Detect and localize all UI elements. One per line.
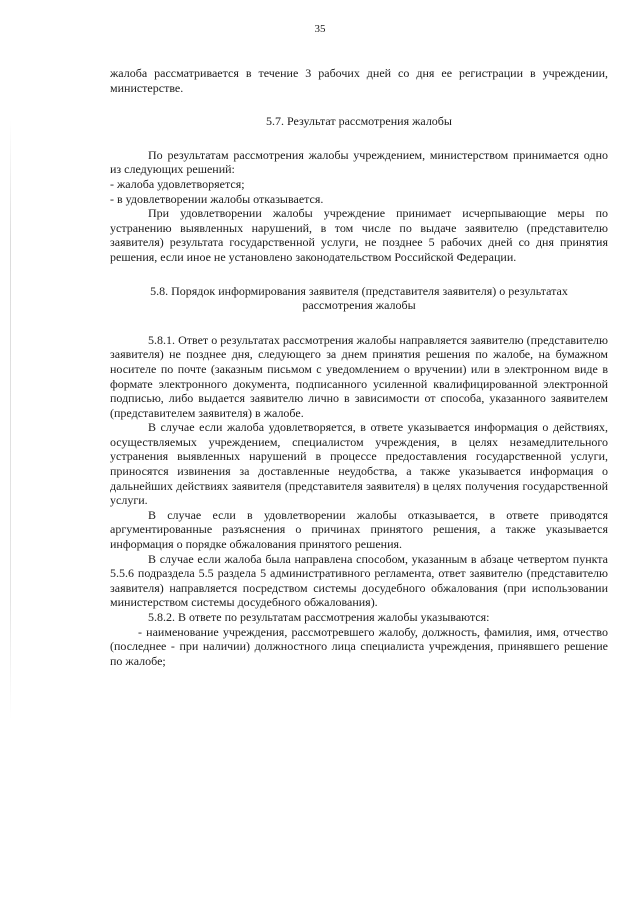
paragraph-if-sent-via-system: В случае если жалоба была направлена способом, указанным в абзаце четвертом пункта 5.5.6 подраздела 5.5 раздела 5 административного регламента, ответ заявителю (представителю заявителя) направляется посредством системы досудебного обжалования (при использовании министерством системы досудебного обжалования). [110,551,608,610]
document-body [110,66,608,668]
paragraph-if-satisfied: В случае если жалоба удовлетворяется, в ответе указывается информация о действиях, осуществляемых учреждением, специалистом учреждения, в целях незамедлительного устранения выявленных нарушений в процессе предоставления государственной услуги, приносятся извинения за доставленные неудобства, а также указывается информация о дальнейших действиях заявителя (представителя заявителя) в целях получения государственной услуги. [110,420,608,508]
paragraph-continuation: жалоба рассматривается в течение 3 рабочих дней со дня ее регистрации в учреждении, министерстве. [110,66,608,95]
section-heading-5-8: 5.8. Порядок информирования заявителя (представителя заявителя) о результатах рассмотрения жалобы [150,283,568,313]
list-item-institution-name: - наименование учреждения, рассмотревшего жалобу, должность, фамилия, имя, отчество (последнее - при наличии) должностного лица специалиста учреждения, принявшего решение по жалобе; [110,624,608,668]
list-item-satisfied: - жалоба удовлетворяется; [110,176,245,191]
paragraph-decisions: По результатам рассмотрения жалобы учреждением, министерством принимается одно из следующих решений: [110,147,608,177]
paragraph-satisfaction-measures: При удовлетворении жалобы учреждение принимает исчерпывающие меры по устранению выявленных нарушений, в том числе по выдаче заявителю (представителю заявителя) результата государственной услуги, не позднее 5 рабочих дней со дня принятия решения, если иное не установлено законодательством Российской Федерации. [110,206,608,264]
section-heading-5-7: 5.7. Результат рассмотрения жалобы [266,114,452,129]
list-item-refused: - в удовлетворении жалобы отказывается. [110,191,324,206]
paragraph-5-8-2: 5.8.2. В ответе по результатам рассмотрения жалобы указываются: [148,610,490,624]
page-number: 35 [314,23,326,35]
scan-edge-artifact [10,120,11,720]
paragraph-if-refused: В случае если в удовлетворении жалобы отказывается, в ответе приводятся аргументированные разъяснения о причинах принятого решения, а также указывается информация о порядке обжалования принятого решения. [110,507,608,552]
paragraph-5-8-1: 5.8.1. Ответ о результатах рассмотрения жалобы направляется заявителю (представителю заявителя) не позднее дня, следующего за днем принятия решения по жалобе, на бумажном носителе по почте (заказным письмом с уведомлением о вручении) или в электронном виде в формате электронного документа, подписанного усиленной квалифицированной электронной подписью, либо выдается заявителю лично в зависимости от способа, указанного заявителем (представителем заявителя) в жалобе. [110,332,608,420]
